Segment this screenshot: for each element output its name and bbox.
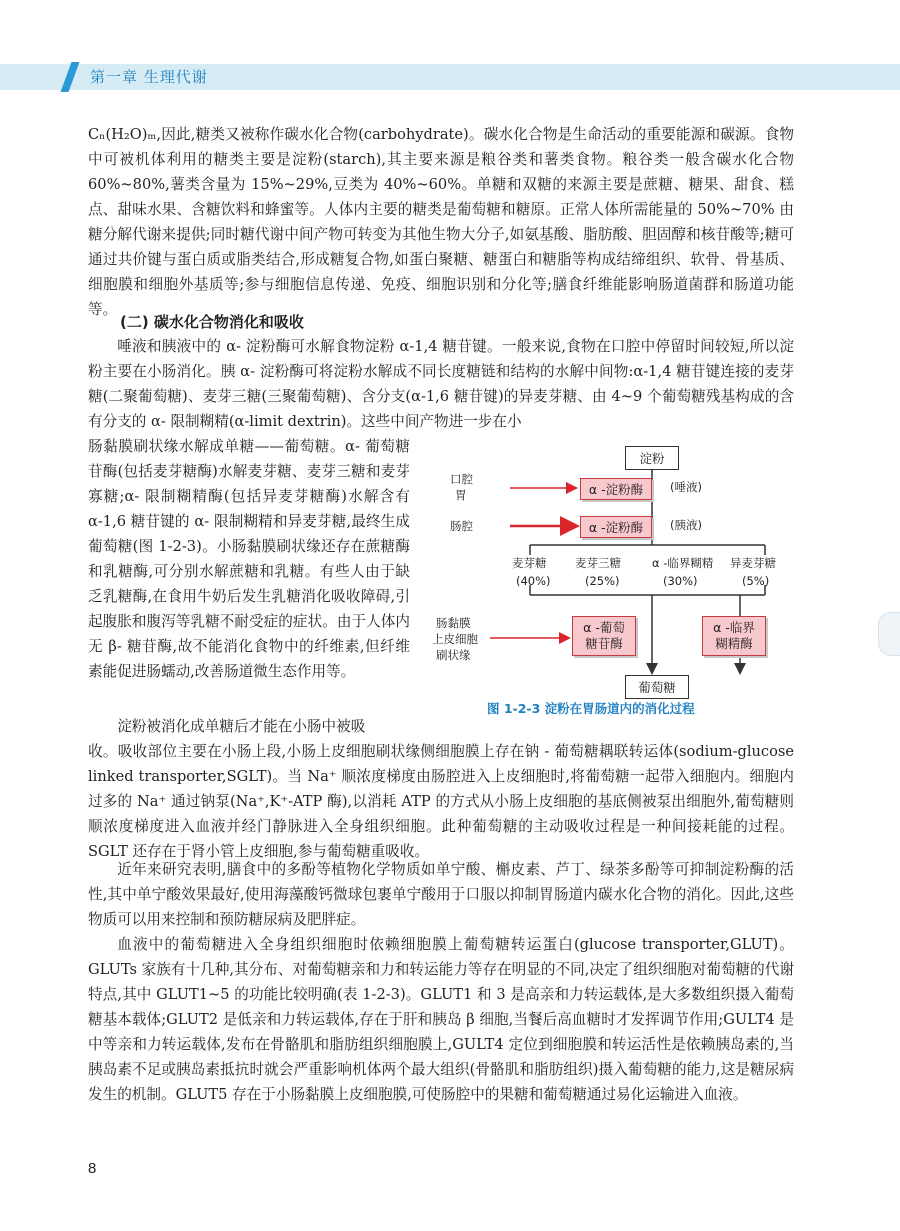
digestion-diagram	[420, 440, 800, 710]
side-page-tab	[878, 612, 900, 656]
label-limit-dextrin: α -临界糊精	[652, 556, 714, 570]
pancreatic-amylase-box: α -淀粉酶	[580, 516, 652, 538]
salivary-amylase-box: α -淀粉酶	[580, 478, 652, 500]
label-stomach: 胃	[455, 488, 467, 502]
section-heading: (二) 碳水化合物消化和吸收	[120, 313, 304, 331]
starch-box: 淀粉	[625, 446, 679, 470]
dextrinase-line2: 糊精酶	[715, 636, 753, 651]
glucose-box: 葡萄糖	[625, 675, 689, 699]
glucosidase-line1: α -葡萄	[583, 620, 625, 635]
figure-caption: 图 1-2-3 淀粉在胃肠道内的消化过程	[487, 701, 695, 716]
paragraph-carbohydrate-intro: Cₙ(H₂O)ₘ,因此,糖类又被称作碳水化合物(carbohydrate)。碳水化合物是生命活动的重要能源和碳源。食物中可被机体利用的糖类主要是淀粉(starch),其主要来源是粮谷类和薯类食物。粮谷类一般含碳水化合物 60%~80%,薯类含量为 15%~29%,豆类为 40%~60%。单糖和双糖的来源主要是蔗糖、糖果、甜食、糕点、甜味水果、含糖饮料和蜂蜜等。人体内主要的糖类是葡萄糖和糖原。正常人体所需能量的 50%~70% 由糖分解代谢来提供;同时糖代谢中间产物可转变为其他生物大分子,如氨基酸、脂肪酸、胆固醇和核苷酸等;糖可通过共价键与蛋白质或脂类结合,形成糖复合物,如蛋白聚糖、糖蛋白和糖脂等构成结缔组织、软骨、骨基质、细胞膜和细胞外基质等;参与细胞信息传递、免疫、细胞识别和分化等;膳食纤维能影响肠道菌群和肠道功能等。	[88, 126, 794, 318]
glucosidase-line2: 糖苷酶	[585, 636, 623, 651]
paragraph-polyphenols: 近年来研究表明,膳食中的多酚等植物化学物质如单宁酸、槲皮素、芦丁、绿茶多酚等可抑制淀粉酶的活性,其中单宁酸效果最好,使用海藻酸钙微球包裹单宁酸用于口服以抑制胃肠道内碳水化合物的消化。因此,这些物质可以用来控制和预防糖尿病及肥胖症。	[88, 861, 794, 928]
label-maltose-percent: (40%)	[516, 574, 551, 588]
label-isomaltose-percent: (5%)	[742, 574, 770, 588]
paragraph-absorption: 收。吸收部位主要在小肠上段,小肠上皮细胞刷状缘侧细胞膜上存在钠 - 葡萄糖耦联转运体(sodium-glucose linked transporter,SGLT)。当 Na⁺ 顺浓度梯度由肠腔进入上皮细胞时,将葡萄糖一起带入细胞内。细胞内过多的 Na⁺ 通过钠泵(Na⁺,K⁺-ATP 酶),以消耗 ATP 的方式从小肠上皮细胞的基底侧被泵出细胞外,葡萄糖则顺浓度梯度进入血液并经门静脉进入全身组织细胞。此种葡萄糖的主动吸收过程是一种间接耗能的过程。SGLT 还存在于肾小管上皮细胞,参与葡萄糖重吸收。	[88, 743, 794, 860]
label-intestine-lumen: 肠腔	[450, 519, 473, 533]
label-brush-border-1: 肠黏膜	[436, 616, 471, 630]
paragraph-digestion: 唾液和胰液中的 α- 淀粉酶可水解食物淀粉 α-1,4 糖苷键。一般来说,食物在口腔中停留时间较短,所以淀粉主要在小肠消化。胰 α- 淀粉酶可将淀粉水解成不同长度糖链和结构的水解中间物:α-1,4 糖苷键连接的麦芽糖(二聚葡萄糖)、麦芽三糖(三聚葡萄糖)、含分支(α-1,6 糖苷键)的异麦芽糖、由 4~9 个葡萄糖残基构成的含有分支的 α- 限制糊精(α-limit dextrin)。这些中间产物进一步在小	[88, 338, 794, 430]
label-pancreatic-juice: (胰液)	[670, 518, 702, 532]
label-maltotriose-percent: (25%)	[585, 574, 620, 588]
label-maltose: 麦芽糖	[512, 556, 547, 570]
paragraph-digestion-continued: 肠黏膜刷状缘水解成单糖——葡萄糖。α- 葡萄糖苷酶(包括麦芽糖酶)水解麦芽糖、麦芽三糖和麦芽寡糖;α- 限制糊精酶(包括异麦芽糖酶)水解含有 α-1,6 糖苷键的 α- 限制糊精和异麦芽糖,最终生成葡萄糖(图 1-2-3)。小肠黏膜刷状缘还存在蔗糖酶和乳糖酶,可分别水解蔗糖和乳糖。有些人由于缺乏乳糖酶,在食用牛奶后发生乳糖消化吸收障碍,引起腹胀和腹泻等乳糖不耐受症的症状。由于人体内无 β- 糖苷酶,故不能消化食物中的纤维素,但纤维素能促进肠蠕动,改善肠道微生态作用等。	[88, 438, 410, 680]
chapter-title: 第一章 生理代谢	[90, 68, 208, 86]
page-number: 8	[88, 1160, 97, 1177]
label-limit-dextrin-percent: (30%)	[663, 574, 698, 588]
label-brush-border-3: 刷状缘	[436, 648, 471, 662]
paragraph-glut: 血液中的葡萄糖进入全身组织细胞时依赖细胞膜上葡萄糖转运蛋白(glucose transporter,GLUT)。GLUTs 家族有十几种,其分布、对葡萄糖亲和力和转运能力等存在明显的不同,决定了组织细胞对葡萄糖的代谢特点,其中 GLUT1~5 的功能比较明确(表 1-2-3)。GLUT1 和 3 是高亲和力转运载体,是大多数组织摄入葡萄糖基本载体;GLUT2 是低亲和力转运载体,存在于肝和胰岛 β 细胞,当餐后高血糖时才发挥调节作用;GULT4 是中等亲和力转运载体,发布在骨骼肌和脂肪组织细胞膜上,GULT4 定位到细胞膜和转运活性是依赖胰岛素的,当胰岛素不足或胰岛素抵抗时就会严重影响机体两个最大组织(骨骼肌和脂肪组织)摄入葡萄糖的能力,这是糖尿病发生的机制。GLUT5 存在于小肠黏膜上皮细胞膜,可使肠腔中的果糖和葡萄糖通过易化运输进入血液。	[88, 936, 794, 1103]
label-brush-border-2: 上皮细胞	[432, 632, 478, 646]
glucosidase-box	[572, 616, 636, 656]
dextrinase-box	[702, 616, 766, 656]
label-maltotriose: 麦芽三糖	[575, 556, 621, 570]
paragraph-absorption-start: 淀粉被消化成单糖后才能在小肠中被吸	[117, 718, 366, 735]
dextrinase-line1: α -临界	[713, 620, 755, 635]
label-saliva: (唾液)	[670, 480, 702, 494]
label-isomaltose: 异麦芽糖	[730, 556, 776, 570]
label-mouth: 口腔	[450, 472, 473, 486]
